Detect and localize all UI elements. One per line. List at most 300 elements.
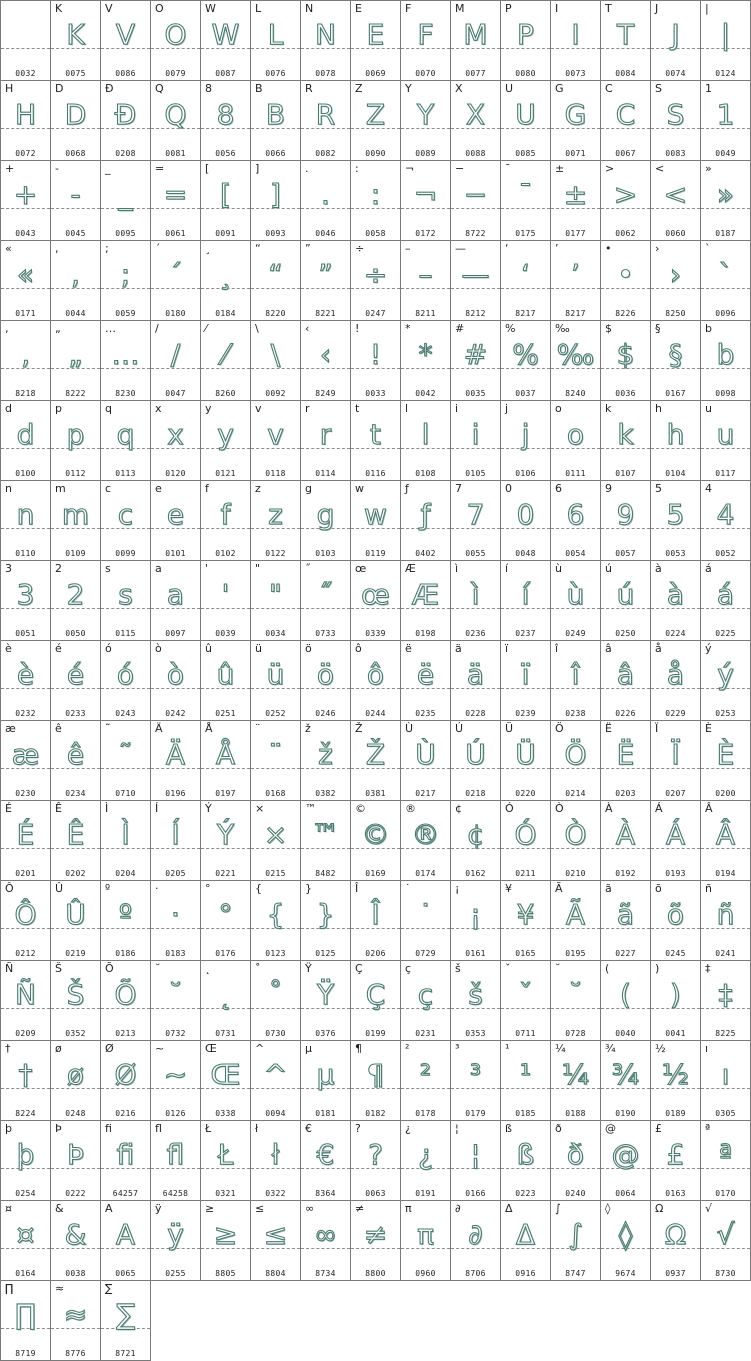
glyph-label: {	[255, 882, 262, 895]
glyph-code: 0247	[365, 309, 386, 318]
glyph-preview: Ø	[114, 1058, 137, 1091]
glyph-label: 9	[605, 482, 612, 495]
glyph-label: ∫	[555, 1202, 561, 1215]
glyph-preview: õ	[666, 898, 685, 931]
glyph-preview: Ö	[564, 738, 587, 771]
glyph-cell	[0, 161, 51, 241]
glyph-code: 0095	[115, 229, 136, 238]
glyph-preview: “	[268, 258, 283, 291]
glyph-code: 0206	[365, 949, 386, 958]
glyph-preview: „	[68, 338, 83, 371]
glyph-preview: €	[316, 1138, 335, 1171]
glyph-preview: ü	[266, 658, 285, 691]
glyph-label: í	[505, 562, 509, 575]
glyph-cell	[501, 961, 551, 1041]
glyph-code: 0193	[665, 869, 686, 878]
glyph-label: ∏	[5, 1282, 14, 1295]
glyph-label: %	[505, 322, 516, 335]
glyph-code: 0176	[215, 949, 236, 958]
glyph-label: ’	[555, 242, 559, 255]
glyph-preview: ¸	[218, 258, 233, 291]
glyph-label: ½	[655, 1042, 666, 1055]
glyph-code: 0056	[215, 149, 236, 158]
glyph-preview: G	[564, 98, 587, 131]
glyph-preview: ≠	[363, 1218, 388, 1251]
glyph-preview: ˘	[168, 978, 183, 1011]
glyph-label: ›	[655, 242, 660, 255]
glyph-label: =	[155, 162, 165, 175]
glyph-cell	[501, 241, 551, 321]
glyph-label: −	[455, 162, 465, 175]
glyph-code: 0041	[665, 1029, 686, 1038]
glyph-cell	[151, 721, 201, 801]
glyph-code: 0087	[215, 69, 236, 78]
glyph-cell	[151, 161, 201, 241]
glyph-label: ý	[705, 642, 712, 655]
glyph-preview: W	[211, 18, 240, 51]
glyph-preview: =	[163, 178, 188, 211]
glyph-label: ;	[105, 242, 109, 255]
glyph-cell	[0, 321, 51, 401]
glyph-code: 0051	[15, 629, 36, 638]
glyph-preview: ¶	[366, 1058, 385, 1091]
glyph-code: 0180	[165, 309, 186, 318]
glyph-code: 0103	[315, 549, 336, 558]
glyph-cell	[201, 481, 251, 561]
glyph-code: 0122	[265, 549, 286, 558]
glyph-code: 0102	[215, 549, 236, 558]
glyph-cell	[351, 0, 401, 81]
glyph-cell	[0, 561, 51, 641]
glyph-code: 0076	[265, 69, 286, 78]
glyph-cell	[251, 561, 301, 641]
glyph-code: 0253	[715, 709, 736, 718]
glyph-preview: ÷	[363, 258, 388, 291]
glyph-label: ã	[605, 882, 612, 895]
glyph-code: 0231	[415, 1029, 436, 1038]
glyph-cell	[351, 1121, 401, 1201]
glyph-preview: µ	[316, 1058, 335, 1091]
glyph-cell	[151, 961, 201, 1041]
glyph-cell	[251, 401, 301, 481]
glyph-label: ò	[155, 642, 162, 655]
glyph-label: š	[455, 962, 461, 975]
glyph-code: 0109	[65, 549, 86, 558]
glyph-preview: e	[166, 498, 185, 531]
glyph-code: 0049	[715, 149, 736, 158]
glyph-cell	[151, 1041, 201, 1121]
glyph-code: 0402	[415, 549, 436, 558]
glyph-code: 0207	[665, 789, 686, 798]
glyph-label: ~	[155, 1042, 165, 1055]
glyph-preview: Ï	[671, 738, 680, 771]
glyph-code: 0216	[115, 1109, 136, 1118]
glyph-label: k	[605, 402, 612, 415]
glyph-label: C	[605, 82, 613, 95]
glyph-code: 0241	[715, 949, 736, 958]
glyph-label: \	[255, 322, 259, 335]
glyph-preview: ´	[168, 258, 183, 291]
glyph-label: ë	[405, 642, 412, 655]
glyph-cell	[351, 961, 401, 1041]
glyph-preview: J	[671, 18, 680, 51]
glyph-code: 8719	[15, 1349, 36, 1358]
glyph-preview: ½	[661, 1058, 690, 1091]
glyph-cell	[501, 1121, 551, 1201]
glyph-preview: ∑	[116, 1298, 135, 1331]
glyph-label: z	[255, 482, 261, 495]
glyph-cell	[201, 1201, 251, 1281]
glyph-code: 0055	[465, 549, 486, 558]
glyph-label: ™	[305, 802, 316, 815]
glyph-cell	[601, 0, 651, 81]
glyph-preview: Ł	[217, 1138, 234, 1171]
glyph-cell	[201, 641, 251, 721]
glyph-label: ß	[505, 1122, 512, 1135]
glyph-cell	[201, 801, 251, 881]
glyph-label: Å	[205, 722, 213, 735]
glyph-cell	[0, 961, 51, 1041]
glyph-preview: ë	[416, 658, 435, 691]
glyph-label: :	[355, 162, 359, 175]
glyph-label: Ë	[605, 722, 612, 735]
glyph-cell	[401, 881, 451, 961]
glyph-preview: ÿ	[167, 1218, 184, 1251]
glyph-preview: D	[64, 98, 87, 131]
glyph-cell	[701, 801, 751, 881]
glyph-label: }	[305, 882, 312, 895]
glyph-preview: ©	[361, 818, 390, 851]
glyph-preview: °	[218, 898, 233, 931]
glyph-label: ∞	[305, 1202, 315, 1215]
glyph-cell	[401, 721, 451, 801]
glyph-code: 0050	[65, 629, 86, 638]
glyph-code: 0182	[365, 1109, 386, 1118]
glyph-code: 0211	[515, 869, 536, 878]
glyph-cell	[551, 161, 601, 241]
glyph-cell	[301, 1121, 351, 1201]
glyph-label: ú	[605, 562, 612, 575]
glyph-preview: Á	[665, 818, 686, 851]
glyph-preview: á	[716, 578, 735, 611]
glyph-preview: T	[616, 18, 635, 51]
glyph-label: ï	[505, 642, 509, 655]
glyph-cell	[301, 961, 351, 1041]
glyph-label: —	[455, 242, 466, 255]
glyph-preview: §	[668, 338, 683, 371]
glyph-cell	[351, 881, 401, 961]
glyph-preview: ¦	[470, 1138, 481, 1171]
glyph-code: 0172	[415, 229, 436, 238]
glyph-preview: …	[111, 338, 140, 371]
glyph-cell	[51, 641, 101, 721]
glyph-code: 0081	[165, 149, 186, 158]
glyph-code: 0203	[615, 789, 636, 798]
glyph-cell	[701, 481, 751, 561]
glyph-cell	[51, 161, 101, 241]
glyph-cell	[651, 561, 701, 641]
glyph-code: 0068	[65, 149, 86, 158]
glyph-label: ¹	[505, 1042, 510, 1055]
glyph-label: O	[155, 2, 164, 15]
glyph-code: 0169	[365, 869, 386, 878]
glyph-code: 0177	[565, 229, 586, 238]
glyph-cell	[701, 321, 751, 401]
glyph-code: 0254	[15, 1189, 36, 1198]
glyph-label: Ü	[505, 722, 514, 735]
glyph-code: 0226	[615, 709, 636, 718]
glyph-cell	[501, 1201, 551, 1281]
glyph-cell	[451, 801, 501, 881]
glyph-preview: à	[666, 578, 685, 611]
glyph-preview: b	[716, 338, 735, 371]
glyph-label: ž	[305, 722, 311, 735]
glyph-code: 0238	[565, 709, 586, 718]
glyph-label: Δ	[505, 1202, 513, 1215]
glyph-code: 0225	[715, 629, 736, 638]
glyph-preview: À	[615, 818, 636, 851]
glyph-code: 0091	[215, 229, 236, 238]
glyph-preview: I	[571, 18, 580, 51]
glyph-cell	[701, 961, 751, 1041]
glyph-cell	[101, 481, 151, 561]
glyph-code: 0045	[65, 229, 86, 238]
glyph-cell	[651, 801, 701, 881]
glyph-preview: K	[66, 18, 85, 51]
glyph-code: 0069	[365, 69, 386, 78]
glyph-preview: –	[418, 258, 433, 291]
glyph-cell	[351, 721, 401, 801]
glyph-code: 0034	[265, 629, 286, 638]
glyph-label: @	[605, 1122, 616, 1135]
glyph-code: 0040	[615, 1029, 636, 1038]
glyph-label: ¾	[605, 1042, 616, 1055]
glyph-code: 0960	[415, 1269, 436, 1278]
glyph-preview: ø	[66, 1058, 85, 1091]
glyph-label: x	[155, 402, 162, 415]
glyph-code: 0221	[215, 869, 236, 878]
glyph-label: o	[555, 402, 562, 415]
glyph-label: ø	[55, 1042, 62, 1055]
glyph-preview: œ	[361, 578, 390, 611]
glyph-preview: ¥	[516, 898, 535, 931]
glyph-code: 0189	[665, 1109, 686, 1118]
glyph-code: 0219	[65, 949, 86, 958]
glyph-preview: H	[14, 98, 37, 131]
glyph-cell	[0, 401, 51, 481]
glyph-label: q	[105, 402, 112, 415]
glyph-cell	[651, 641, 701, 721]
glyph-cell	[0, 241, 51, 321]
glyph-label: !	[355, 322, 360, 335]
glyph-cell	[201, 161, 251, 241]
glyph-preview: ∫	[568, 1218, 583, 1251]
glyph-preview: ß	[516, 1138, 535, 1171]
glyph-code: 8260	[215, 389, 236, 398]
glyph-cell	[401, 161, 451, 241]
glyph-cell	[251, 641, 301, 721]
glyph-cell	[501, 321, 551, 401]
glyph-cell	[101, 1201, 151, 1281]
glyph-preview: Ë	[616, 738, 635, 771]
glyph-preview: 0	[516, 498, 535, 531]
glyph-cell	[101, 961, 151, 1041]
glyph-code: 0199	[365, 1029, 386, 1038]
glyph-preview: }	[316, 898, 335, 931]
glyph-code: 8250	[665, 309, 686, 318]
glyph-code: 8805	[215, 1269, 236, 1278]
glyph-code: 0070	[415, 69, 436, 78]
glyph-code: 0118	[265, 469, 286, 478]
glyph-cell	[51, 881, 101, 961]
glyph-preview: ¿	[418, 1138, 433, 1171]
glyph-preview: ^	[263, 1058, 288, 1091]
glyph-label: ∂	[455, 1202, 461, 1215]
glyph-cell	[201, 401, 251, 481]
glyph-label: Ì	[105, 802, 109, 815]
glyph-preview: ð	[566, 1138, 585, 1171]
glyph-label: õ	[655, 882, 662, 895]
glyph-preview: Ó	[514, 818, 537, 851]
glyph-label: M	[455, 2, 465, 15]
glyph-cell	[551, 1041, 601, 1121]
glyph-code: 0197	[215, 789, 236, 798]
glyph-label: Í	[155, 802, 159, 815]
glyph-preview: ‹	[319, 338, 332, 371]
glyph-cell	[451, 1121, 501, 1201]
glyph-cell	[401, 321, 451, 401]
glyph-preview: Ì	[121, 818, 130, 851]
glyph-label: $	[605, 322, 612, 335]
glyph-code: 0195	[565, 949, 586, 958]
glyph-preview: `	[718, 258, 733, 291]
glyph-code: 0191	[415, 1189, 436, 1198]
glyph-cell	[451, 721, 501, 801]
glyph-code: 0163	[665, 1189, 686, 1198]
glyph-preview: ã	[616, 898, 635, 931]
glyph-preview: t	[370, 418, 381, 451]
glyph-cell	[251, 1121, 301, 1201]
glyph-cell	[701, 1121, 751, 1201]
glyph-label: †	[5, 1042, 11, 1055]
glyph-cell	[201, 81, 251, 161]
glyph-label: -	[55, 162, 59, 175]
glyph-preview: √	[716, 1218, 735, 1251]
glyph-preview: ]	[270, 178, 281, 211]
glyph-label: ¯	[505, 162, 511, 175]
glyph-cell	[701, 161, 751, 241]
glyph-label: [	[205, 162, 210, 175]
glyph-label: j	[505, 402, 509, 415]
glyph-cell	[551, 561, 601, 641]
glyph-cell	[451, 641, 501, 721]
glyph-preview: Þ	[67, 1138, 84, 1171]
glyph-preview: )	[670, 978, 681, 1011]
glyph-code: 0096	[715, 309, 736, 318]
glyph-preview: ñ	[716, 898, 735, 931]
glyph-cell	[201, 241, 251, 321]
glyph-label: ≈	[55, 1282, 65, 1295]
glyph-code: 0166	[465, 1189, 486, 1198]
glyph-cell	[251, 81, 301, 161]
glyph-preview: í	[521, 578, 530, 611]
glyph-cell	[51, 0, 101, 81]
glyph-preview: è	[16, 658, 35, 691]
glyph-code: 0202	[65, 869, 86, 878]
glyph-label: F	[405, 2, 412, 15]
glyph-cell	[601, 561, 651, 641]
glyph-preview: Â	[715, 818, 736, 851]
glyph-label: Ú	[455, 722, 464, 735]
glyph-preview: F	[417, 18, 434, 51]
glyph-cell	[451, 401, 501, 481]
glyph-preview: Ô	[14, 898, 37, 931]
glyph-code: 0245	[665, 949, 686, 958]
glyph-label: c	[105, 482, 112, 495]
glyph-code: 0039	[215, 629, 236, 638]
glyph-label: ¸	[205, 242, 211, 255]
glyph-preview: a	[166, 578, 185, 611]
glyph-code: 0213	[115, 1029, 136, 1038]
glyph-label: Ç	[355, 962, 363, 975]
glyph-label: ﬁ	[105, 1122, 112, 1135]
glyph-label: "	[255, 562, 261, 575]
glyph-code: 0249	[565, 629, 586, 638]
glyph-cell	[651, 1121, 701, 1201]
glyph-preview: <	[663, 178, 688, 211]
glyph-label: ¡	[455, 882, 460, 895]
glyph-preview: *	[418, 338, 433, 371]
glyph-label: Đ	[105, 82, 114, 95]
glyph-preview: «	[16, 258, 35, 291]
glyph-preview: X	[465, 98, 486, 131]
glyph-code: 8747	[565, 1269, 586, 1278]
glyph-preview: ö	[316, 658, 335, 691]
glyph-preview: È	[716, 738, 735, 771]
glyph-cell	[301, 81, 351, 161]
glyph-code: 0730	[265, 1029, 286, 1038]
glyph-label: º	[105, 882, 111, 895]
glyph-preview: Δ	[515, 1218, 536, 1251]
glyph-label: ³	[455, 1042, 460, 1055]
glyph-code: 0094	[265, 1109, 286, 1118]
glyph-preview: ‘	[521, 258, 530, 291]
glyph-preview: ,	[71, 258, 80, 291]
glyph-preview: ›	[669, 258, 682, 291]
glyph-label: #	[455, 322, 465, 335]
glyph-code: 0072	[15, 149, 36, 158]
glyph-preview: 9	[616, 498, 635, 531]
glyph-preview: ˜	[118, 738, 133, 771]
glyph-code: 0078	[315, 69, 336, 78]
glyph-cell	[651, 881, 701, 961]
glyph-label: ª	[705, 1122, 711, 1135]
glyph-preview: O	[164, 18, 187, 51]
glyph-preview: B	[265, 98, 286, 131]
glyph-preview: A	[115, 1218, 136, 1251]
glyph-label: é	[55, 642, 62, 655]
glyph-cell	[0, 1121, 51, 1201]
glyph-cell	[351, 801, 401, 881]
glyph-cell	[701, 241, 751, 321]
glyph-code: 0321	[215, 1189, 236, 1198]
glyph-label: ≥	[205, 1202, 215, 1215]
glyph-code: 0178	[415, 1109, 436, 1118]
glyph-code: 0223	[515, 1189, 536, 1198]
glyph-preview: ¨	[268, 738, 283, 771]
glyph-preview: l	[421, 418, 430, 451]
glyph-label: `	[705, 242, 711, 255]
